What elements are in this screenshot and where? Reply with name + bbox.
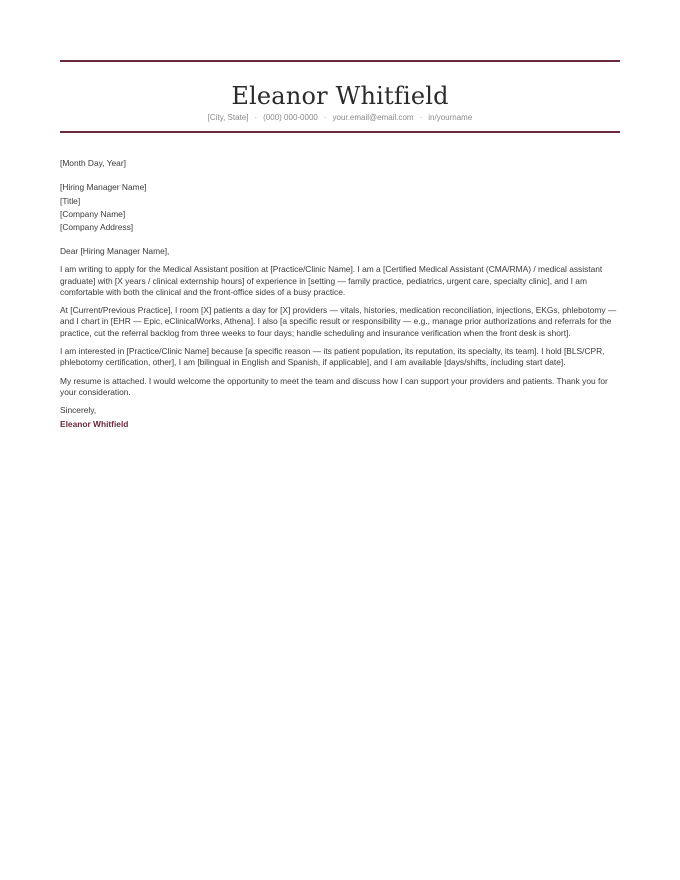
paragraph-closing: My resume is attached. I would welcome the opportunity to meet the team and discuss how I can support your providers and patients. Thank you for your consideration. <box>60 375 608 397</box>
recipient-title: [Title] <box>60 195 81 206</box>
contact-email: your.email@email.com <box>332 113 414 122</box>
contact-separator: · <box>419 113 423 122</box>
header-top-rule <box>60 60 620 62</box>
paragraph-experience: At [Current/Previous Practice], I room [X] patients a day for [X] providers — vitals, histories, medication reconciliation, injections, EKGs, phlebotomy — and I chart in [EHR — Epic, eClinicalWorks, Athena]. I also [a specific result or responsibility — e.g., manage prior authorizations and referrals for the practice, cut the referral backlog from three weeks to four days; handle scheduling and insurance verification when the front desk is short]. <box>60 305 617 338</box>
recipient-block <box>60 181 622 234</box>
contact-location: [City, State] <box>207 113 249 122</box>
paragraph-intro: I am writing to apply for the Medical Assistant position at [Practice/Clinic Name]. I am a [Certified Medical Assistant (CMA/RMA) / medical assistant graduate] with [X years / clinical externship hours] of experience in [setting — family practice, pediatrics, urgent care, specialty clinic], and I am comfortable with both the clinical and the front-office sides of a busy practice. <box>60 264 603 297</box>
paragraph-interest: I am interested in [Practice/Clinic Name] because [a specific reason — its patient population, its reputation, its specialty, its team]. I hold [BLS/CPR, phlebotomy certification, other], I am [bilingual in English and Spanish, if applicable], and I am available [days/shifts, including start date]. <box>60 346 605 368</box>
greeting: Dear [Hiring Manager Name], <box>60 246 170 257</box>
recipient-name: [Hiring Manager Name] <box>60 182 147 193</box>
contact-separator: · <box>323 113 327 122</box>
closing-salutation: Sincerely, <box>60 405 97 416</box>
header-bottom-rule <box>60 131 620 133</box>
recipient-address: [Company Address] <box>60 222 134 233</box>
contact-separator: · <box>254 113 258 122</box>
applicant-name: Eleanor Whitfield <box>231 82 449 110</box>
contact-phone: (000) 000-0000 <box>263 113 318 122</box>
contact-linkedin: in/yourname <box>428 113 473 122</box>
letter-date: [Month Day, Year] <box>60 158 126 168</box>
signature: Eleanor Whitfield <box>60 418 129 429</box>
recipient-company: [Company Name] <box>60 208 126 219</box>
contact-line <box>60 113 620 123</box>
letter-body <box>60 158 622 430</box>
